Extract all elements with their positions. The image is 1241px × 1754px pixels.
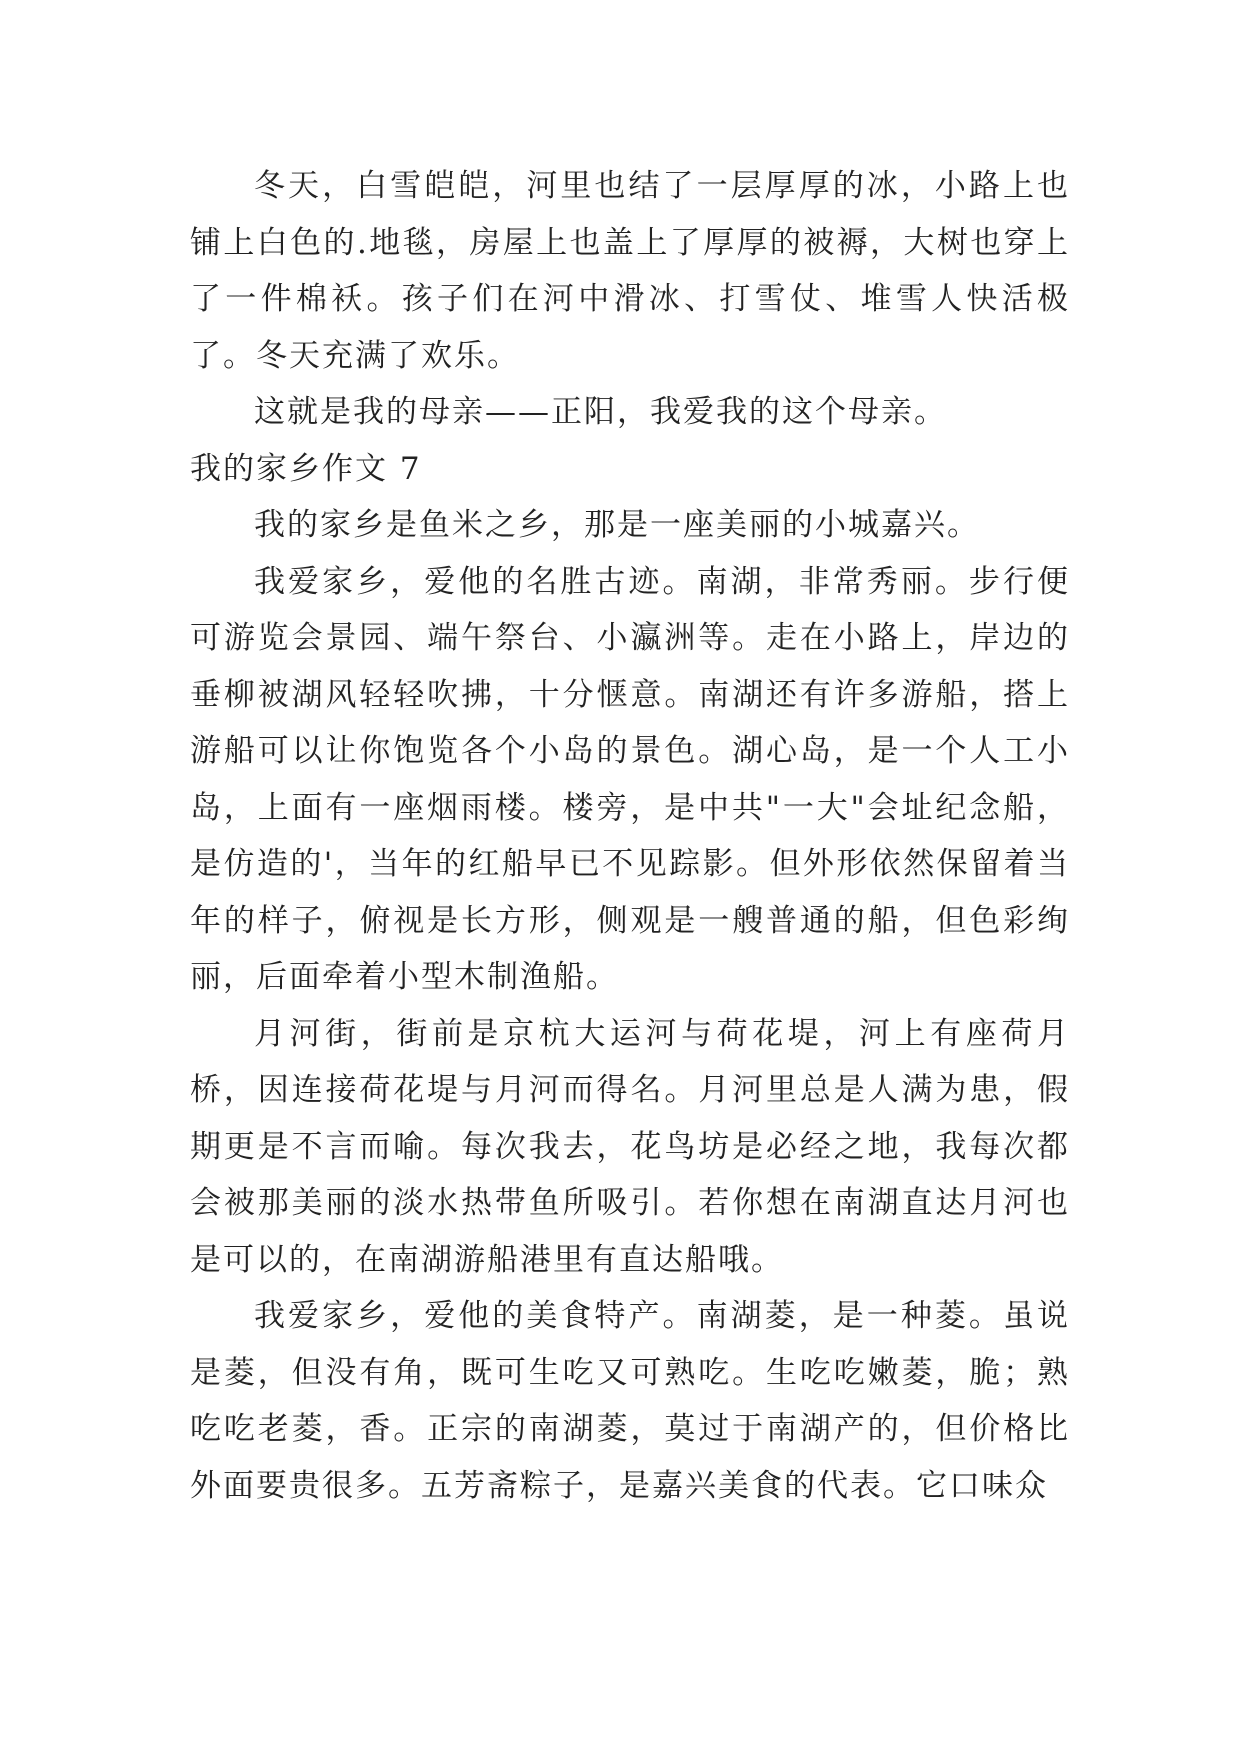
paragraph-mother: 这就是我的母亲——正阳，我爱我的这个母亲。 (254, 394, 947, 430)
paragraph-scenic-spots: 我爱家乡，爱他的名胜古迹。南湖，非常秀丽。步行便可游览会景园、端午祭台、小瀛洲等。走在小路上，岸边的垂柳被湖风轻轻吹拂，十分惬意。南湖还有许多游船，搭上游船可以让你饱览各个小岛的景色。湖心岛，是一个人工小岛，上面有一座烟雨楼。楼旁，是中共"一大"会址纪念船，是仿造的'，当年的红船早已不见踪影。但外形依然保留着当年的样子，俯视是长方形，侧观是一艘普通的船，但色彩绚丽，后面牵着小型木制渔船。 (190, 563, 1070, 995)
paragraph-local-food: 我爱家乡，爱他的美食特产。南湖菱，是一种菱。虽说是菱，但没有角，既可生吃又可熟吃。生吃吃嫩菱，脆；熟吃吃老菱，香。正宗的南湖菱，莫过于南湖产的，但价格比外面要贵很多。五芳斋粽子，是嘉兴美食的代表。它口味众 (190, 1298, 1070, 1504)
document-body (190, 158, 1070, 1514)
paragraph-hometown-intro: 我的家乡是鱼米之乡，那是一座美丽的小城嘉兴。 (254, 507, 980, 543)
paragraph-winter: 冬天，白雪皑皑，河里也结了一层厚厚的冰，小路上也铺上白色的.地毯，房屋上也盖上了厚厚的被褥，大树也穿上了一件棉袄。孩子们在河中滑冰、打雪仗、堆雪人快活极了。冬天充满了欢乐。 (190, 168, 1070, 374)
paragraph-yuehe-street: 月河街，街前是京杭大运河与荷花堤，河上有座荷月桥，因连接荷花堤与月河而得名。月河里总是人满为患，假期更是不言而喻。每次我去，花鸟坊是必经之地，我每次都会被那美丽的淡水热带鱼所吸引。若你想在南湖直达月河也是可以的，在南湖游船港里有直达船哦。 (190, 1015, 1070, 1278)
section-heading: 我的家乡作文 7 (190, 450, 422, 487)
